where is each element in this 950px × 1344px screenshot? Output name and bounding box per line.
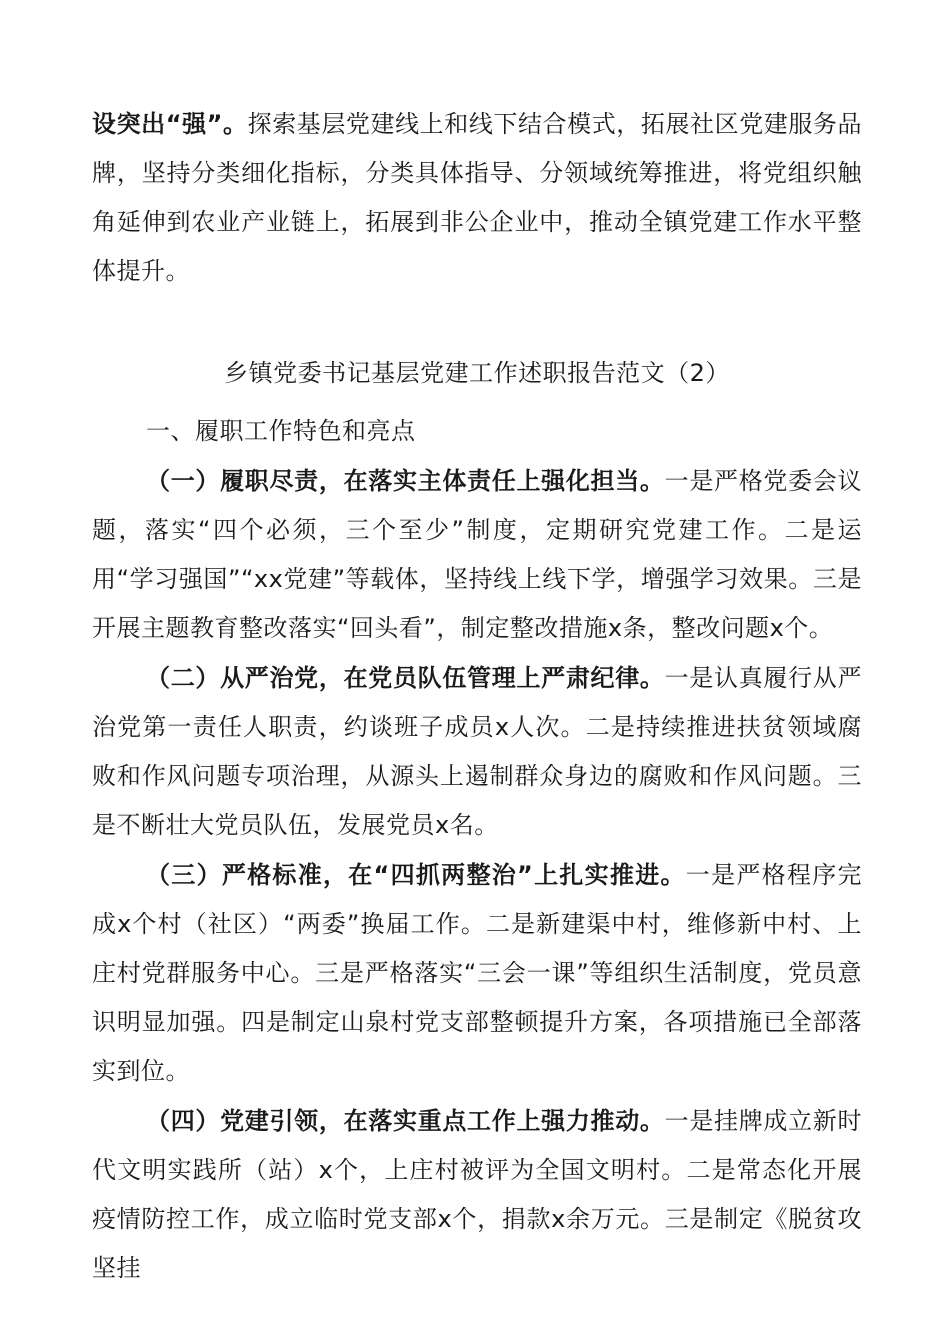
paragraph-4: [92, 1097, 862, 1293]
paragraph-body: 一是严格程序完成x个村（社区）“两委”换届工作。二是新建渠中村，维修新中村、上庄村党群服务中心。三是严格落实“三会一课”等组织生活制度，党员意识明显加强。四是制定山泉村党支部整顿提升方案，各项措施已全部落实到位。: [92, 861, 863, 1085]
paragraph-lead: （一）履职尽责，在落实主体责任上强化担当。: [146, 467, 665, 495]
paragraph-lead: （二）从严治党，在党员队伍管理上严肃纪律。: [146, 664, 665, 692]
paragraph-body: 一是挂牌成立新时代文明实践所（站）x个，上庄村被评为全国文明村。二是常态化开展疫情防控工作，成立临时党支部x个，捐款x余万元。三是制定《脱贫攻坚挂: [92, 1107, 862, 1282]
paragraph-1: [92, 457, 862, 653]
paragraph-lead: （四）党建引领，在落实重点工作上强力推动。: [146, 1107, 665, 1135]
continuation-paragraph: [92, 100, 862, 296]
paragraph-body: 一是认真履行从严治党第一责任人职责，约谈班子成员x人次。二是持续推进扶贫领域腐败和作风问题专项治理，从源头上遏制群众身边的腐败和作风问题。三是不断壮大党员队伍，发展党员x名。: [92, 664, 862, 839]
paragraph-body: 一是严格党委会议题，落实“四个必须，三个至少”制度，定期研究党建工作。二是运用“学习强国”“xx党建”等载体，坚持线上线下学，增强学习效果。三是开展主题教育整改落实“回头看”，制定整改措施x条，整改问题x个。: [92, 467, 862, 642]
paragraph-3: [92, 851, 862, 1096]
paragraph-2: [92, 654, 862, 850]
section-heading: 一、履职工作特色和亮点: [146, 417, 416, 445]
document-title: 乡镇党委书记基层党建工作述职报告范文（2）: [224, 359, 730, 387]
paragraph-lead: （三）严格标准，在“四抓两整治”上扎实推进。: [146, 861, 686, 889]
continuation-lead: 设突出“强”。: [92, 110, 248, 138]
continuation-body: 探索基层党建线上和线下结合模式，拓展社区党建服务品牌，坚持分类细化指标，分类具体指导、分领域统筹推进，将党组织触角延伸到农业产业链上，拓展到非公企业中，推动全镇党建工作水平整体提升。: [92, 110, 863, 285]
